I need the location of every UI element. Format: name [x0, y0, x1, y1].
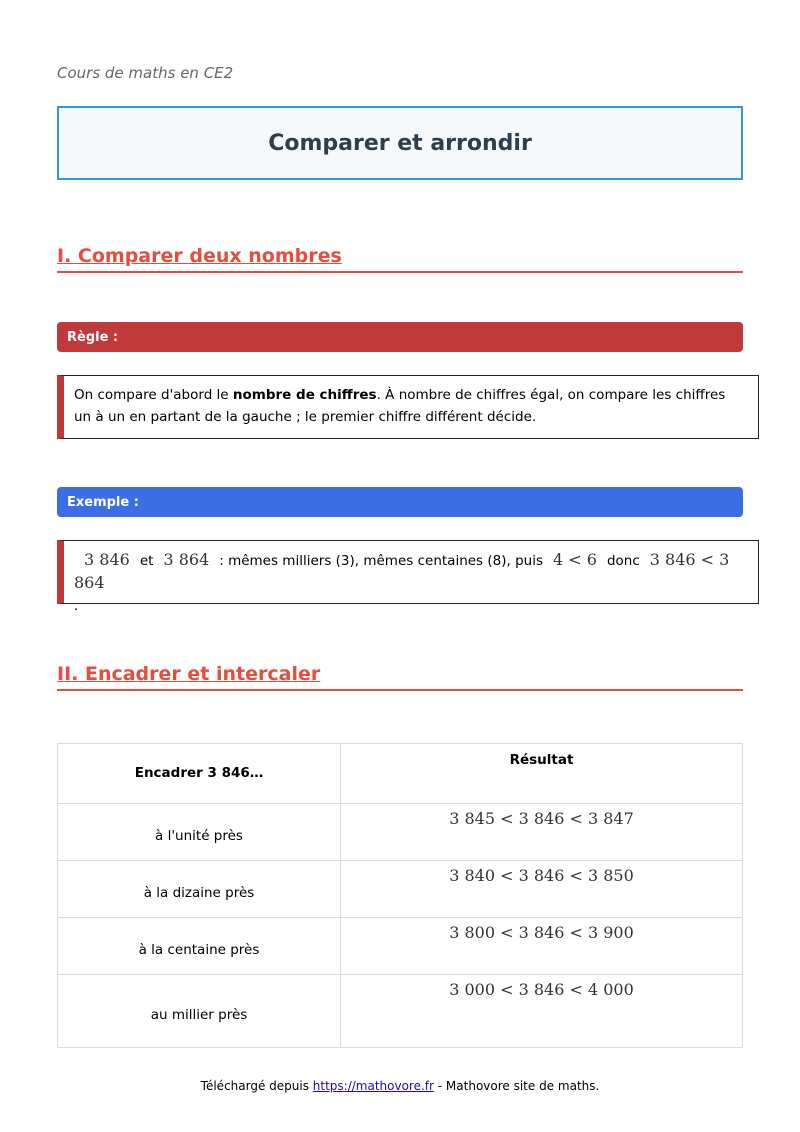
course-label: Cours de maths en CE2 — [57, 64, 234, 82]
footer-prefix: Téléchargé depuis — [200, 1079, 313, 1093]
table-cell-label: au millier près — [58, 975, 341, 1048]
table-cell-result: 3 840 < 3 846 < 3 850 — [341, 861, 743, 918]
table-cell-label: à la dizaine près — [58, 861, 341, 918]
section-title-compare: I. Comparer deux nombres — [57, 245, 743, 273]
example-conj-donc: donc — [606, 553, 640, 569]
rule-banner-label: Règle : — [67, 329, 119, 345]
page-title: Comparer et arrondir — [268, 130, 532, 156]
example-end-period: . — [74, 598, 79, 614]
math-conclusion: 3 846 < 3 864 — [74, 550, 730, 592]
table-cell-label: à la centaine près — [58, 918, 341, 975]
example-banner — [57, 487, 743, 517]
table-row — [58, 975, 743, 1048]
table-cell-result: 3 845 < 3 846 < 3 847 — [341, 804, 743, 861]
math-number-b: 3 864 — [163, 550, 210, 569]
example-explanation: : mêmes milliers (3), mêmes centaines (8), puis — [219, 553, 543, 569]
table-header-row — [58, 744, 743, 804]
rule-card — [57, 375, 759, 439]
table-header-cell: Encadrer 3 846… — [58, 744, 341, 804]
rule-text-after: . À nombre de chiffres égal, on compare les chiffres un à un en partant de la gauche ; le premier chiffre différent décide. — [74, 387, 726, 425]
math-number-a: 3 846 — [84, 550, 130, 569]
section-title-frame: II. Encadrer et intercaler — [57, 663, 743, 691]
footer-suffix: - Mathovore site de maths. — [433, 1079, 600, 1093]
table-header-cell: Résultat — [341, 744, 743, 804]
example-banner-label: Exemple : — [67, 494, 139, 510]
math-digit-compare: 4 < 6 — [553, 550, 597, 569]
table-cell-label: à l'unité près — [58, 804, 341, 861]
footer — [0, 1079, 800, 1093]
table-row — [58, 918, 743, 975]
frame-table — [57, 743, 743, 1048]
table-row — [58, 861, 743, 918]
table-cell-result: 3 000 < 3 846 < 4 000 — [341, 975, 743, 1048]
footer-link[interactable]: https://mathovore.fr — [312, 1079, 434, 1093]
example-conj-and: et — [139, 553, 154, 569]
title-box — [57, 106, 743, 180]
rule-text-bold: nombre de chiffres — [232, 387, 377, 403]
table-row — [58, 804, 743, 861]
rule-text-before: On compare d'abord le — [74, 387, 233, 403]
rule-banner — [57, 322, 743, 352]
table-cell-result: 3 800 < 3 846 < 3 900 — [341, 918, 743, 975]
example-card — [57, 540, 759, 614]
